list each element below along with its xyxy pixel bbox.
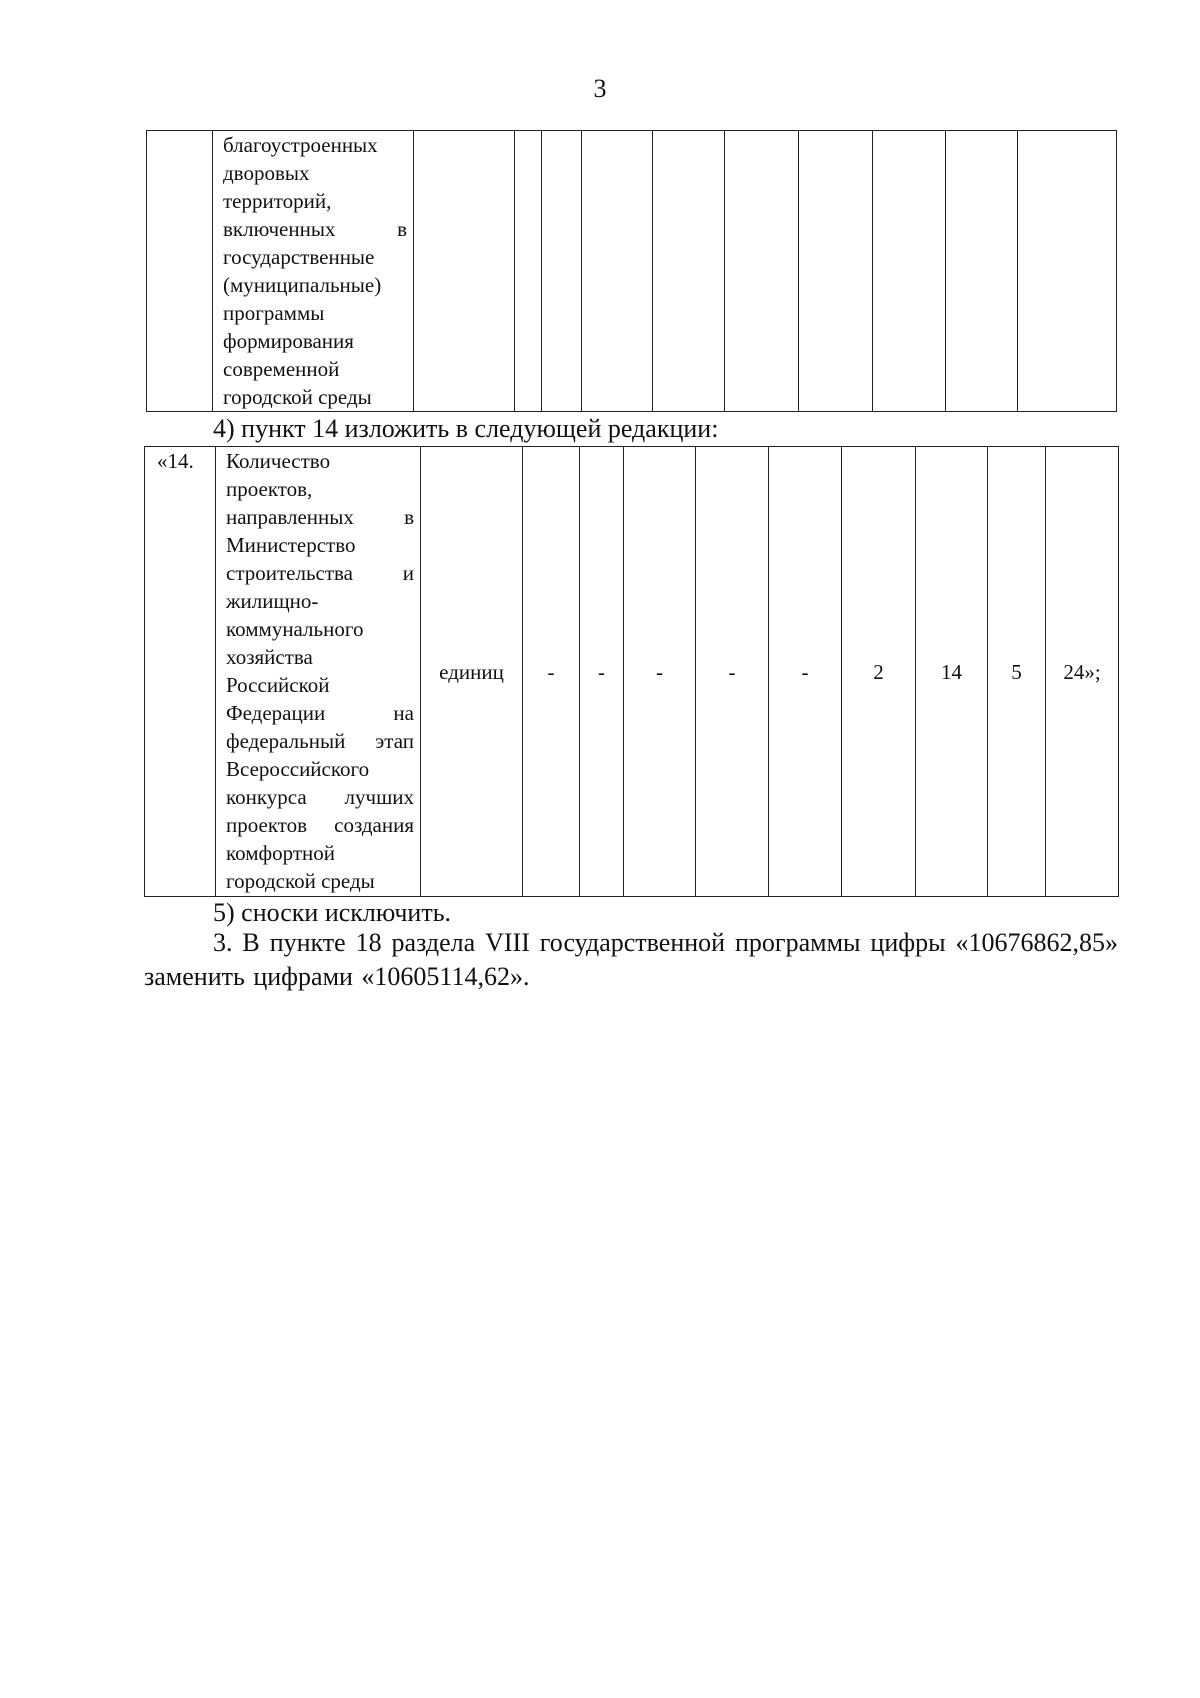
value-cell: -	[696, 447, 769, 897]
value-cell	[653, 131, 725, 412]
value-cell: 5	[988, 447, 1046, 897]
value-cell: -	[624, 447, 696, 897]
item-14-table	[144, 446, 1119, 897]
unit-cell	[414, 131, 515, 412]
table-row	[145, 447, 1119, 897]
value-cell	[946, 131, 1018, 412]
indicator-name-cell: благоустроенных дворовых территорий, включенных в государственные (муниципальные) программы формирования современной городской среды	[213, 131, 414, 412]
value-cell	[1018, 131, 1117, 412]
unit-cell: единиц	[421, 447, 523, 897]
value-cell: 24»;	[1046, 447, 1119, 897]
item-4-paragraph: 4) пункт 14 изложить в следующей редакции:	[213, 414, 719, 443]
value-cell: -	[769, 447, 842, 897]
value-cell	[542, 131, 582, 412]
value-cell: 14	[916, 447, 988, 897]
indicator-name-cell: Количество проектов, направленных в Министерство строительства и жилищно-коммунального хозяйства Российской Федерации на федеральный этап Всероссийского конкурса лучших проектов создания комфортной городской среды	[216, 447, 421, 897]
item-5-paragraph: 5) сноски исключить.	[213, 898, 452, 927]
value-cell	[515, 131, 542, 412]
value-cell: 2	[842, 447, 916, 897]
value-cell: -	[523, 447, 580, 897]
row-number-cell: «14.	[145, 447, 216, 897]
value-cell	[799, 131, 873, 412]
value-cell	[873, 131, 946, 412]
row-number-cell	[147, 131, 213, 412]
indicators-table-continuation	[146, 130, 1117, 412]
table-row	[147, 131, 1117, 412]
item-3-paragraph: 3. В пункте 18 раздела VIII государственной программы цифры «10676862,85» заменить цифрами «10605114,62».	[144, 928, 1118, 991]
value-cell: -	[580, 447, 624, 897]
page-number: 3	[593, 74, 607, 103]
value-cell	[725, 131, 799, 412]
value-cell	[582, 131, 653, 412]
